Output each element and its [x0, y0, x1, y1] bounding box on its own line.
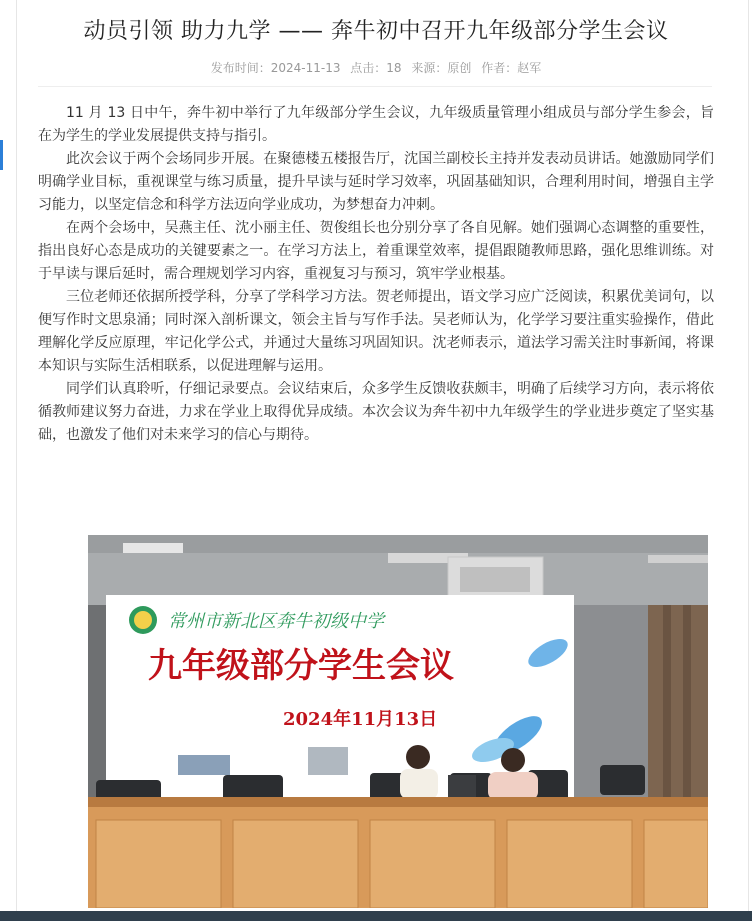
- paragraph: 同学们认真聆听，仔细记录要点。会议结束后，众多学生反馈收获颇丰，明确了后续学习方向，表示将依循教师建议努力奋进，力求在学业上取得优异成绩。本次会议为奔牛初中九年级学生的学业进步奠定了坚实基础，也激发了他们对未来学习的信心与期待。: [38, 381, 714, 443]
- article-title: 动员引领 助力九学 —— 奔牛初中召开九年级部分学生会议: [83, 19, 669, 44]
- left-accent-tab[interactable]: [0, 140, 3, 170]
- article-author: 作者：赵军: [481, 61, 542, 75]
- paragraph: 三位老师还依据所授学科，分享了学科学习方法。贺老师提出，语文学习应广泛阅读，积累优美词句，以便写作时文思泉涌；同时深入剖析课文，领会主旨与写作手法。吴老师认为，化学学习要注重实验操作，借此理解化学反应原理，牢记化学公式，并通过大量练习巩固知识。沈老师表示，道法学习需关注时事新闻，将课本知识与实际生活相联系，以促进理解与运用。: [38, 289, 714, 374]
- paragraph: 在两个会场中，吴燕主任、沈小丽主任、贺俊组长也分别分享了各自见解。她们强调心态调整的重要性，指出良好心态是成功的关键要素之一。在学习方法上，着重课堂效率，提倡跟随教师思路，强化思维训练。对于早读与课后延时，需合理规划学习内容，重视复习与预习，筑牢学业根基。: [38, 220, 714, 282]
- meta-divider: [38, 86, 712, 87]
- banner-title-text: 九年级部分学生会议: [148, 646, 454, 686]
- left-frame-line: [16, 0, 17, 921]
- meeting-photo-illustration: [88, 535, 708, 908]
- article-meta: [0, 59, 752, 76]
- paragraph: 11 月 13 日中午，奔牛初中举行了九年级部分学生会议，九年级质量管理小组成员与部分学生参会，旨在为学生的学业发展提供支持与指引。: [38, 105, 714, 144]
- banner-date-text: 2024年11月13日: [283, 709, 438, 730]
- click-count: 点击：18: [350, 61, 402, 75]
- bottom-status-bar: [0, 911, 752, 921]
- paragraph: 此次会议于两个会场同步开展。在聚德楼五楼报告厅，沈国兰副校长主持并发表动员讲话。她激励同学们明确学业目标，重视课堂与练习质量，提升早读与延时学习效率，巩固基础知识，合理利用时间，增强自主学习能力，以坚定信念和科学方法迈向学业成功，为梦想奋力冲刺。: [38, 151, 714, 213]
- publish-time: 发布时间：2024-11-13: [210, 61, 341, 75]
- article-body: [38, 102, 714, 447]
- right-frame-line: [748, 0, 749, 921]
- meeting-photo: [88, 535, 708, 908]
- school-name-text: 常州市新北区奔牛初级中学: [168, 611, 384, 632]
- article-source: 来源：原创: [411, 61, 472, 75]
